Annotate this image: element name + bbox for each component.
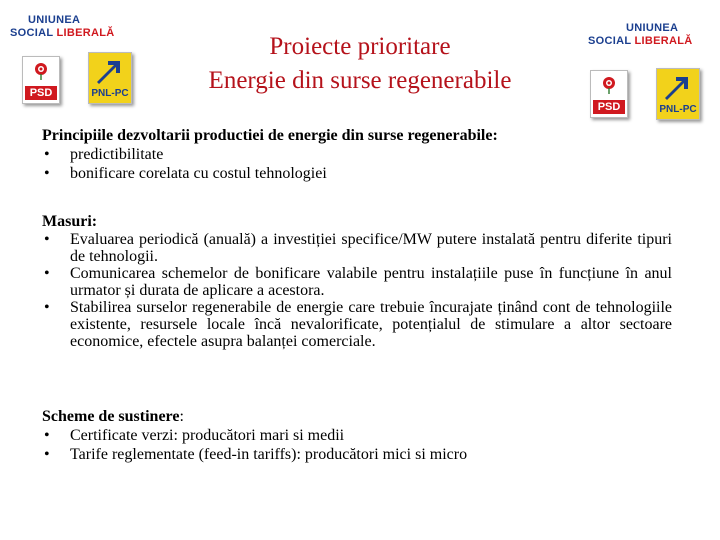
psd-logo	[590, 70, 628, 118]
logo-line2: SOCIAL LIBERALĂ	[10, 27, 115, 39]
list-item: • Evaluarea periodică (anuală) a investiției specifice/MW putere instalată pentru diferite tipuri de tehnologii.	[42, 231, 672, 265]
rose-icon	[31, 60, 51, 80]
usl-logo-right	[588, 22, 718, 115]
list-item: • Tarife reglementate (feed-in tariffs): producători mici si micro	[42, 445, 672, 464]
schemes-section	[42, 407, 672, 464]
rose-icon	[599, 74, 619, 94]
logo-line1: UNIUNEA	[28, 14, 81, 26]
measures-heading: Masuri:	[42, 213, 98, 230]
pnl-label: PNL-PC	[91, 88, 129, 99]
list-item: • bonificare corelata cu costul tehnologiei	[42, 164, 672, 183]
usl-logo-text	[588, 22, 693, 48]
page-title: Proiecte prioritare	[269, 33, 451, 60]
principles-heading: Principiile dezvoltarii productiei de energie din surse regenerabile:	[42, 127, 498, 144]
principles-section	[42, 126, 672, 183]
pnl-pc-logo	[656, 68, 700, 120]
list-item: • Certificate verzi: producători mari si medii	[42, 426, 672, 445]
psd-label: PSD	[25, 86, 57, 100]
pnl-pc-logo	[88, 52, 132, 104]
usl-logo-text	[10, 14, 115, 40]
schemes-heading: Scheme de sustinere:	[42, 408, 184, 425]
psd-label: PSD	[593, 100, 625, 114]
measures-section	[42, 212, 672, 350]
pnl-label: PNL-PC	[659, 104, 697, 115]
psd-logo	[22, 56, 60, 104]
arrow-icon	[662, 73, 692, 101]
logo-line1: UNIUNEA	[626, 22, 679, 34]
usl-logo-left	[10, 14, 140, 104]
arrow-icon	[94, 57, 124, 85]
list-item: • predictibilitate	[42, 145, 672, 164]
page-subtitle: Energie din surse regenerabile	[208, 67, 512, 94]
logo-line2: SOCIAL LIBERALĂ	[588, 35, 693, 47]
list-item: • Stabilirea surselor regenerabile de energie care trebuie încurajate ținând cont de tehnologiile existente, resursele locale încă nevalorificate, potențialul de stimulare a altor sectoare economice, efectele asupra balanței comerciale.	[42, 299, 672, 350]
list-item: • Comunicarea schemelor de bonificare valabile pentru instalațiile puse în funcțiune în anul urmator și durata de aplicare a acestora.	[42, 265, 672, 299]
